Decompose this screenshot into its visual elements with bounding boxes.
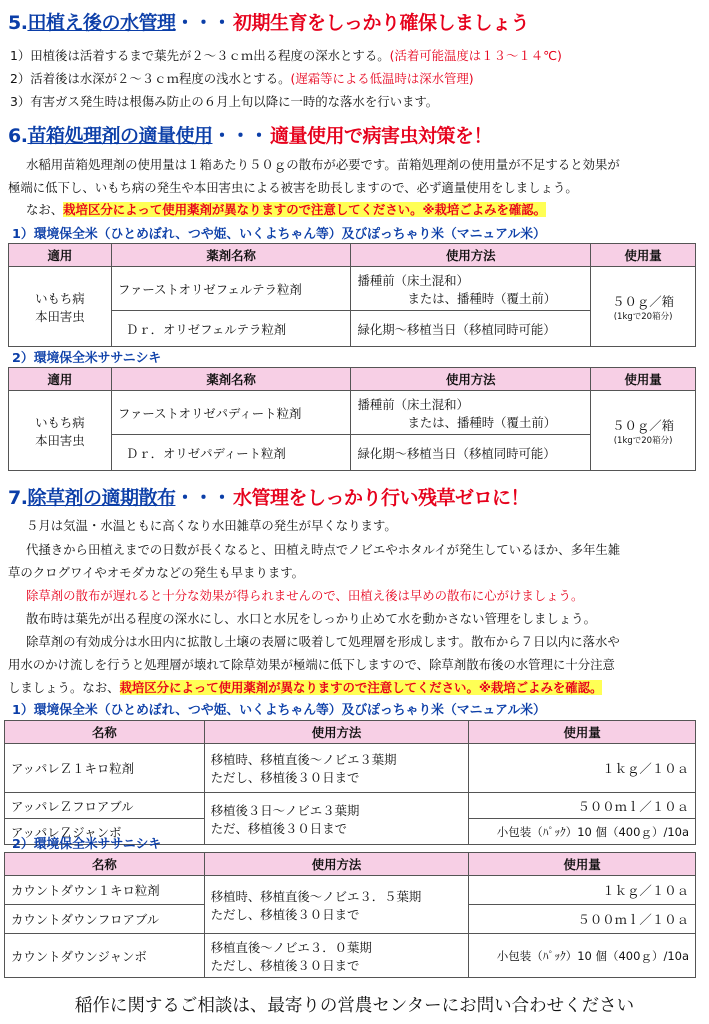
method-cell: 緑化期～移植当日（移植同時可能） xyxy=(351,311,591,347)
method-line-1: 移植時、移植直後～ノビエ３．５葉期 xyxy=(210,888,422,904)
s6-table-1 xyxy=(8,243,696,347)
s5-item-2-note: (遅霜等による低温時は深水管理) xyxy=(290,71,474,86)
s7-para-5: 散布時は葉先が出る程度の深水にし、水口と水尻をしっかり止めて水を動かさない管理をしましょう。 xyxy=(26,611,596,626)
s5-item-2-text: 2）活着後は水深が２～３ｃｍ程度の浅水とする。 xyxy=(10,71,291,86)
method-cell xyxy=(204,793,469,845)
amount-cell: １ｋｇ／１０ａ xyxy=(469,744,696,793)
amount-note: (1kgで20箱分) xyxy=(613,435,673,446)
col-method: 使用方法 xyxy=(204,853,469,876)
s7-para-6: 除草剤の有効成分は水田内に拡散し土壌の表層に吸着して処理層を形成します。散布から７日以内に落水や xyxy=(26,634,620,649)
col-amount: 使用量 xyxy=(469,721,696,744)
s7-table-2 xyxy=(4,852,696,978)
method-line-1: 播種前（床土混和） xyxy=(357,396,469,412)
s7-para-3: 草のクログワイやオモダカなどの発生も早まります。 xyxy=(8,565,305,580)
amount-cell xyxy=(591,267,696,347)
method-cell: 緑化期～移植当日（移植同時可能） xyxy=(351,435,591,471)
section-6-number: 6. xyxy=(8,125,28,147)
method-line-2: ただし、移植後３０日まで xyxy=(210,770,360,785)
amount-cell: 小包装（ﾊﾟｯｸ）10 個（400ｇ）/10a xyxy=(469,934,696,978)
section-7-number: 7. xyxy=(8,487,28,509)
amount-cell: １ｋｇ／１０ａ xyxy=(469,876,696,905)
amount-cell xyxy=(591,391,696,471)
col-target: 適用 xyxy=(9,368,112,391)
amount-cell: ５００ｍｌ／１０ａ xyxy=(469,793,696,819)
s7-para-2: 代掻きから田植えまでの日数が長くなると、田植え時点でノビエやホタルイが発生しているほか、多年生雑 xyxy=(26,542,621,557)
s6-table2-label: 2）環境保全米ササニシキ xyxy=(12,351,162,366)
s5-item-3-text: 3）有害ガス発生時は根傷み防止の６月上旬以降に一時的な落水を行います。 xyxy=(10,94,439,109)
target-2: 本田害虫 xyxy=(35,308,85,324)
s6-para-3 xyxy=(26,200,546,219)
target-cell xyxy=(9,267,112,347)
s7-caution: 栽培区分によって使用薬剤が異なりますので注意してください。※栽培ごよみを確認。 xyxy=(119,680,603,695)
method-line-2: ただし、移植後３０日まで xyxy=(210,906,360,922)
section-7-slogan: 水管理をしっかり行い残草ゼロに！ xyxy=(232,487,529,509)
amount-value: ５０ｇ／箱 xyxy=(612,417,675,433)
method-cell xyxy=(351,267,591,311)
product-name: Ｄｒ．オリゼパディート粒剤 xyxy=(111,435,351,471)
method-line-2: または、播種時（覆土前） xyxy=(407,290,557,306)
s7-para-7: 用水のかけ流しを行うと処理層が壊れて除草効果が極端に低下しますので、除草剤散布後の水管理に十分注意 xyxy=(8,657,615,672)
s6-table1-label: 1）環境保全米（ひとめぼれ、つや姫、いくよちゃん等）及びぽっちゃり米（マニュアル米） xyxy=(12,227,546,242)
section-7-title: 除草剤の適期散布 xyxy=(27,487,176,509)
method-line-1: 移植時、移植直後～ノビエ３葉期 xyxy=(210,752,397,767)
s6-table-2 xyxy=(8,367,696,471)
method-line-1: 播種前（床土混和） xyxy=(357,272,469,288)
s5-item-1-note: (活着可能温度は１３～１４℃) xyxy=(389,48,562,63)
col-product: 薬剤名称 xyxy=(111,368,351,391)
footer-contact: 稲作に関するご相談は、最寄りの営農センターにお問い合わせください xyxy=(74,996,635,1016)
section-5-title: 田植え後の水管理 xyxy=(27,12,176,34)
col-name: 名称 xyxy=(5,853,205,876)
s7-table1-label: 1）環境保全米（ひとめぼれ、つや姫、いくよちゃん等）及びぽっちゃり米（マニュアル米） xyxy=(12,703,546,718)
method-line-1: 移植後３日～ノビエ３葉期 xyxy=(210,802,360,818)
s6-para-1: 水稲用苗箱処理剤の使用量は１箱あたり５０ｇの散布が必要です。苗箱処理剤の使用量が不足すると効果が xyxy=(26,157,620,172)
col-name: 名称 xyxy=(5,721,205,744)
col-method: 使用方法 xyxy=(351,368,591,391)
section-5-slogan: 初期生育をしっかり確保しましょう xyxy=(232,12,529,34)
col-amount: 使用量 xyxy=(591,244,696,267)
section-6-dots: ・・・ xyxy=(212,125,268,147)
product-name: アッパレＺフロアブル xyxy=(5,793,205,819)
s7-para-1: ５月は気温・水温ともに高くなり水田雑草の発生が早くなります。 xyxy=(26,518,397,533)
col-product: 薬剤名称 xyxy=(111,244,351,267)
col-method: 使用方法 xyxy=(204,721,469,744)
product-name: Ｄｒ．オリゼフェルテラ粒剤 xyxy=(111,311,351,347)
target-1: いもち病 xyxy=(35,414,85,430)
product-name: ファーストオリゼフェルテラ粒剤 xyxy=(111,267,351,311)
s5-item-3 xyxy=(10,92,438,111)
target-1: いもち病 xyxy=(35,290,85,306)
section-6-heading xyxy=(8,121,492,148)
product-name: アッパレＺ１キロ粒剤 xyxy=(5,744,205,793)
s7-table-1 xyxy=(4,720,696,845)
section-6-slogan: 適量使用で病害虫対策を！ xyxy=(269,125,492,147)
method-cell xyxy=(351,391,591,435)
amount-value: ５０ｇ／箱 xyxy=(612,293,675,309)
section-5-number: 5. xyxy=(8,12,28,34)
section-6-title: 苗箱処理剤の適量使用 xyxy=(27,125,213,147)
section-5-heading xyxy=(8,8,529,35)
s5-item-2 xyxy=(10,69,474,88)
method-line-1: 移植直後～ノビエ３．０葉期 xyxy=(210,939,372,955)
method-cell xyxy=(204,876,469,934)
s5-item-1-text: 1）田植後は活着するまで葉先が２～３ｃｍ出る程度の深水とする。 xyxy=(10,48,390,63)
method-line-2: ただし、移植後３０日まで xyxy=(210,957,360,973)
s7-para-8 xyxy=(8,678,602,697)
target-2: 本田害虫 xyxy=(35,432,85,448)
s7-table2-label: 2）環境保全米ササニシキ xyxy=(12,837,162,852)
amount-cell: ５００ｍｌ／１０ａ xyxy=(469,905,696,934)
target-cell xyxy=(9,391,112,471)
product-name: カウントダウンフロアブル xyxy=(5,905,205,934)
col-method: 使用方法 xyxy=(351,244,591,267)
s6-caution: 栽培区分によって使用薬剤が異なりますので注意してください。※栽培ごよみを確認。 xyxy=(63,202,547,217)
section-7-heading xyxy=(8,483,529,510)
col-target: 適用 xyxy=(9,244,112,267)
s6-para-2: 極端に低下し、いもち病の発生や本田害虫による被害を助長しますので、必ず適量使用をしましょう。 xyxy=(8,180,578,195)
method-cell xyxy=(204,934,469,978)
method-line-2: または、播種時（覆土前） xyxy=(407,414,557,430)
col-amount: 使用量 xyxy=(591,368,696,391)
section-5-dots: ・・・ xyxy=(175,12,231,34)
product-name: ファーストオリゼパディート粒剤 xyxy=(111,391,351,435)
product-name: カウントダウン１キロ粒剤 xyxy=(5,876,205,905)
section-7-dots: ・・・ xyxy=(175,487,231,509)
col-amount: 使用量 xyxy=(469,853,696,876)
product-name: カウントダウンジャンボ xyxy=(5,934,205,978)
s7-para-8-lead: しましょう。なお、 xyxy=(8,680,120,695)
product-name: アッパレＺジャンボ xyxy=(5,819,205,845)
amount-cell: 小包装（ﾊﾟｯｸ）10 個（400ｇ）/10a xyxy=(469,819,696,845)
amount-note: (1kgで20箱分) xyxy=(613,311,673,322)
method-cell xyxy=(204,744,469,793)
s7-para-4: 除草剤の散布が遅れると十分な効果が得られませんので、田植え後は早めの散布に心がけましょう。 xyxy=(26,588,584,603)
s5-item-1 xyxy=(10,46,562,65)
method-line-2: ただ、移植後３０日まで xyxy=(210,820,347,836)
s6-para-3-lead: なお、 xyxy=(26,202,64,217)
